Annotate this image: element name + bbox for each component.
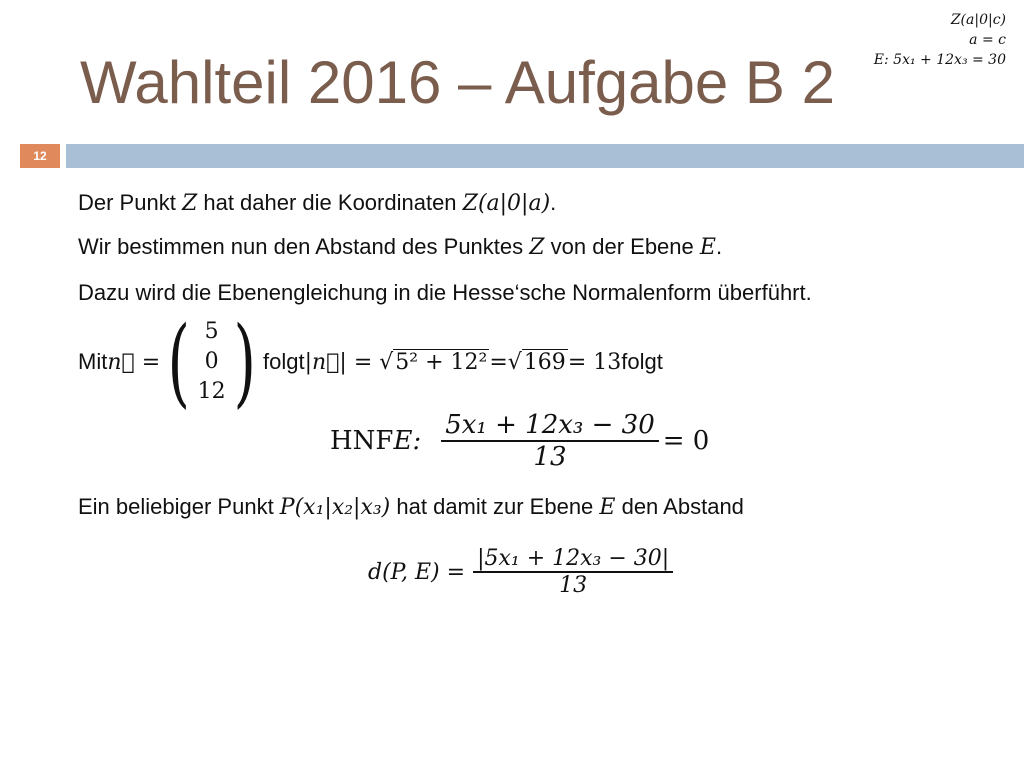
line1-coord: Z(a|0|a): [462, 191, 551, 216]
header-divider-bar: [66, 144, 1024, 168]
text-line-3: Dazu wird die Ebenengleichung in die Hesse‘sche Normalenform überführt.: [78, 280, 812, 305]
text-line-2: [78, 234, 722, 260]
line6-text: Ein beliebiger Punkt: [78, 494, 280, 519]
text-line-6: [78, 494, 744, 520]
hnf-denominator: 13: [533, 442, 567, 472]
line4-folgt-2: folgt: [621, 349, 663, 374]
line6-point: P(x₁|x₂|x₃): [279, 495, 391, 520]
line4-mit: Mit: [78, 349, 108, 374]
hnf-fraction: [441, 410, 659, 472]
hnf-numerator: 5x₁ + 12x₃ − 30: [445, 410, 655, 440]
line6-mid: hat damit zur Ebene: [390, 494, 600, 519]
corner-note-z: Z(a|0|c): [950, 12, 1006, 28]
distance-numerator: |5x₁ + 12x₃ − 30|: [477, 546, 670, 571]
line2-text: Wir bestimmen nun den Abstand des Punktes: [78, 234, 530, 259]
slide-number: 12: [20, 144, 60, 168]
line1-mid: hat daher die Koordinaten: [197, 190, 463, 215]
line1-var-z: Z: [181, 191, 198, 216]
line2-end: .: [715, 234, 723, 259]
sqrt-1-radicand: 5² + 12²: [395, 349, 488, 375]
vector-right-paren: ): [233, 306, 256, 418]
normal-vector-symbol: n⃗ =: [107, 349, 161, 375]
vector-norm: |n⃗| =: [304, 349, 373, 375]
hnf-plane: E:: [393, 426, 422, 456]
line2-mid: von der Ebene: [544, 234, 700, 259]
slide-title: Wahlteil 2016 – Aufgabe B 2: [80, 49, 835, 116]
hnf-equation: [330, 410, 709, 472]
corner-note-a: a = c: [969, 32, 1006, 48]
line6-end: den Abstand: [615, 494, 744, 519]
vector-entry-3: 12: [197, 379, 226, 404]
line6-var-e: E: [599, 495, 616, 520]
line2-var-z: Z: [529, 235, 545, 260]
hnf-label: HNF: [330, 426, 394, 456]
distance-fraction: [473, 546, 673, 598]
equals: =: [489, 349, 508, 375]
vector-entry-1: 5: [204, 319, 219, 344]
hnf-rhs: = 0: [662, 426, 710, 456]
sqrt-2: √169: [507, 349, 566, 375]
distance-formula: [368, 546, 673, 598]
sqrt-2-radicand: 169: [523, 349, 566, 375]
vector-entry-2: 0: [204, 349, 219, 374]
distance-denominator: 13: [559, 573, 588, 598]
vector-left-paren: (: [167, 306, 191, 418]
distance-lhs: d(P, E) =: [368, 559, 466, 585]
line1-text: Der Punkt: [78, 190, 182, 215]
line2-var-e: E: [699, 235, 716, 260]
norm-result: = 13: [567, 349, 622, 375]
line1-end: .: [550, 190, 557, 215]
normal-vector: [160, 306, 263, 418]
corner-notes: [874, 10, 1006, 70]
corner-note-plane: E: 5x₁ + 12x₃ = 30: [873, 52, 1006, 68]
line4-folgt-1: folgt: [263, 349, 305, 374]
text-line-1: [78, 190, 556, 216]
sqrt-1: √5² + 12²: [372, 349, 488, 375]
normal-vector-line: [78, 306, 663, 418]
